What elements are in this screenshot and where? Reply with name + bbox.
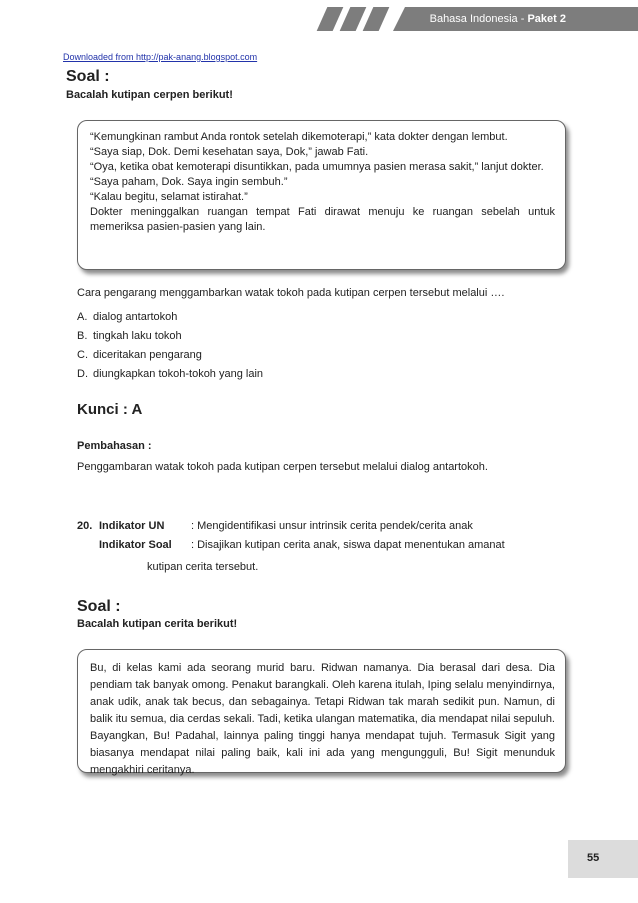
answer-key: Kunci : A: [77, 401, 143, 418]
excerpt-line: “Kalau begitu, selamat istirahat.”: [90, 191, 248, 203]
indikator-un: 20. Indikator UN : Mengidentifikasi unsur intrinsik cerita pendek/cerita anak: [77, 520, 473, 532]
option-c[interactable]: C. diceritakan pengarang: [77, 349, 202, 361]
excerpt-line: “Oya, ketika obat kemoterapi disuntikkan, pada umumnya pasien merasa sakit,” lanjut dokter.: [90, 161, 544, 173]
soal-title-1: Soal :: [66, 68, 110, 85]
page-header: [0, 0, 638, 30]
soal-title-2: Soal :: [77, 598, 121, 615]
header-package: Paket 2: [527, 13, 566, 25]
page-number-box: [568, 840, 638, 878]
header-title: [430, 13, 566, 25]
excerpt-box-2: [77, 649, 566, 776]
excerpt-line: “Saya siap, Dok. Demi kesehatan saya, Dok,” jawab Fati.: [90, 146, 369, 158]
excerpt-line: “Saya paham, Dok. Saya ingin sembuh.”: [90, 176, 288, 188]
excerpt-line: “Kemungkinan rambut Anda rontok setelah dikemoterapi,” kata dokter dengan lembut.: [90, 131, 508, 143]
download-link[interactable]: Downloaded from http://pak-anang.blogspot.com: [63, 52, 258, 62]
pembahasan-text: Penggambaran watak tokoh pada kutipan cerpen tersebut melalui dialog antartokoh.: [77, 461, 488, 473]
option-b[interactable]: B. tingkah laku tokoh: [77, 330, 182, 342]
excerpt-text: Bu, di kelas kami ada seorang murid baru. Ridwan namanya. Dia berasal dari desa. Dia pendiam tak banyak omong. Penakut barangkali. Oleh karena itulah, Iping selalu menyindirnya, anak udik, anak tak becus, dan sebagainya. Tetapi Ridwan tak marah sedikit pun. Namun, di balik itu semua, dia cerdas sekali. Tadi, ketika ulangan matematika, dia mendapat nilai sepuluh. Bayangkan, Bu! Padahal, lainnya paling tinggi hanya mendapat tujuh. Termasuk Sigit yang biasanya mendapat nilai paling baik, kali ini ada yang mengungguli, Bu! Sigit menunduk mengakhiri ceritanya.: [90, 662, 555, 776]
indikator-soal-cont: kutipan cerita tersebut.: [147, 561, 259, 573]
instruction-1: Bacalah kutipan cerpen berikut!: [66, 89, 233, 101]
header-stripes: [300, 7, 400, 31]
page-number: 55: [587, 852, 600, 864]
indikator-soal: Indikator Soal : Disajikan kutipan cerita anak, siswa dapat menentukan amanat: [99, 539, 505, 551]
excerpt-box-1: [77, 120, 566, 270]
excerpt-line: Dokter meninggalkan ruangan tempat Fati dirawat menuju ke ruangan sebelah untuk memeriksa pasien-pasien yang lain.: [90, 206, 555, 233]
header-subject: Bahasa Indonesia -: [429, 13, 528, 25]
pembahasan-label: Pembahasan :: [77, 440, 152, 452]
option-a[interactable]: A. dialog antartokoh: [77, 311, 178, 323]
instruction-2: Bacalah kutipan cerita berikut!: [77, 618, 238, 630]
answer-options: [77, 308, 263, 384]
question-text: Cara pengarang menggambarkan watak tokoh pada kutipan cerpen tersebut melalui ….: [77, 287, 505, 299]
option-d[interactable]: D. diungkapkan tokoh-tokoh yang lain: [77, 368, 264, 380]
